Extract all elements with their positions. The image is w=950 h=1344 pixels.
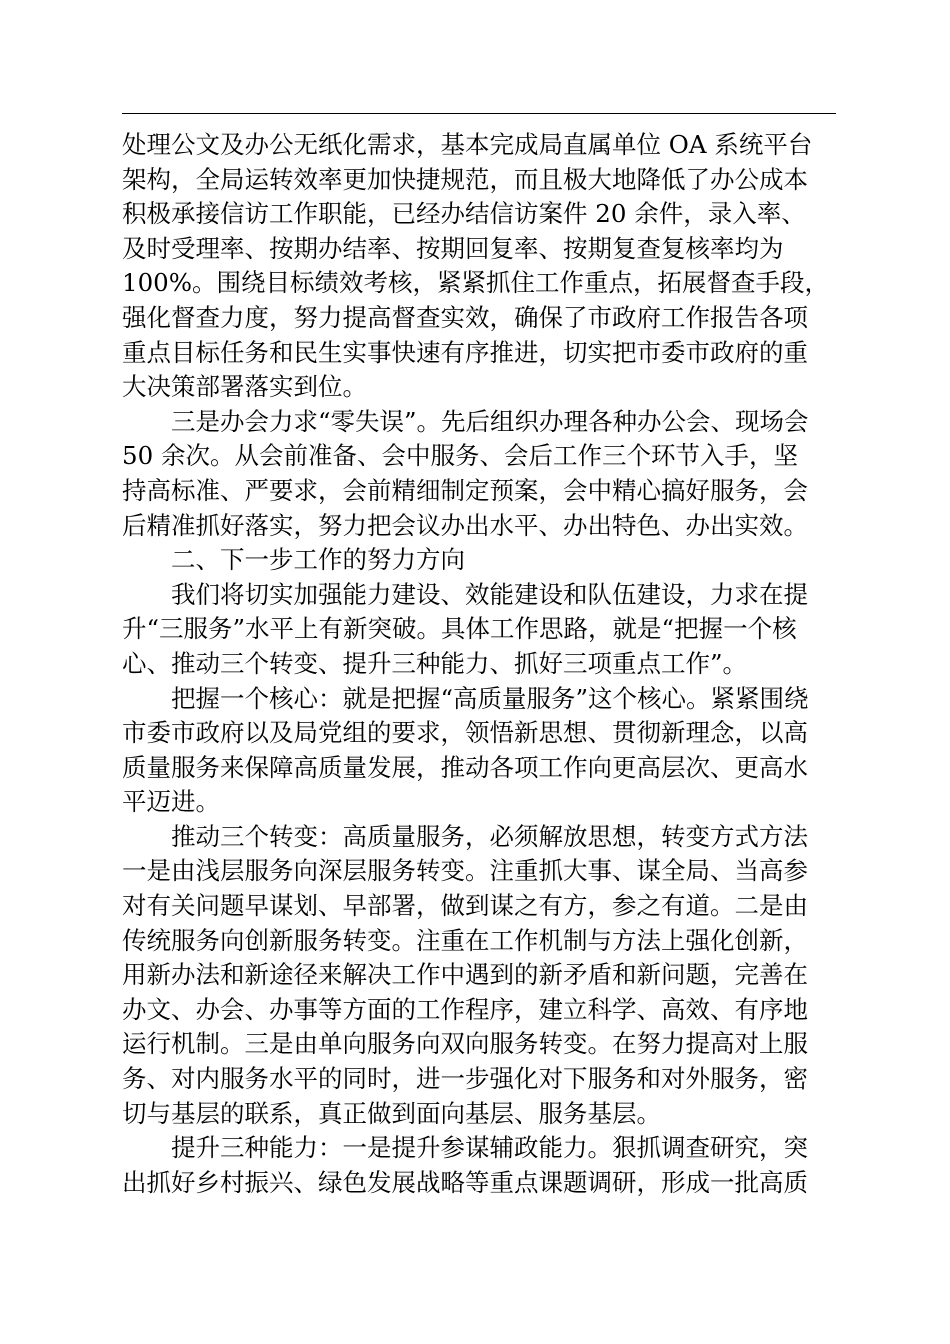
text-line: 务、对内服务水平的同时，进一步强化对下服务和对外服务，密 xyxy=(122,1064,808,1094)
text-line: 用新办法和新途径来解决工作中遇到的新矛盾和新问题，完善在 xyxy=(122,960,808,990)
text-line: 处理公文及办公无纸化需求，基本完成局直属单位 OA 系统平台 xyxy=(122,130,813,159)
text-line: 强化督查力度，努力提高督查实效，确保了市政府工作报告各项 xyxy=(122,302,808,332)
text-line: 持高标准、严要求，会前精细制定预案，会中精心搞好服务，会 xyxy=(122,475,808,505)
text-line: 推动三个转变：高质量服务，必须解放思想，转变方式方法 xyxy=(171,821,808,851)
text-line: 平迈进。 xyxy=(122,787,220,817)
text-line: 三是办会力求“零失误”。先后组织办理各种办公会、现场会 xyxy=(171,406,809,436)
text-line: 市委市政府以及局党组的要求，领悟新思想、贯彻新理念，以高 xyxy=(122,718,808,748)
text-line: 心、推动三个转变、提升三种能力、抓好三项重点工作”。 xyxy=(122,648,748,678)
text-line: 重点目标任务和民生实事快速有序推进，切实把市委市政府的重 xyxy=(122,337,808,367)
text-line: 后精准抓好落实，努力把会议办出水平、办出特色、办出实效。 xyxy=(122,510,808,540)
text-line: 我们将切实加强能力建设、效能建设和队伍建设，力求在提 xyxy=(171,579,808,609)
text-line: 出抓好乡村振兴、绿色发展战略等重点课题调研，形成一批高质 xyxy=(122,1167,808,1197)
text-line: 架构，全局运转效率更加快捷规范，而且极大地降低了办公成本 xyxy=(122,164,808,194)
text-line: 升“三服务”水平上有新突破。具体工作思路，就是“把握一个核 xyxy=(122,614,797,644)
text-line: 及时受理率、按期办结率、按期回复率、按期复查复核率均为 xyxy=(122,233,784,263)
text-line: 运行机制。三是由单向服务向双向服务转变。在努力提高对上服 xyxy=(122,1029,808,1059)
text-line: 50 余次。从会前准备、会中服务、会后工作三个环节入手，坚 xyxy=(122,441,798,471)
text-line: 一是由浅层服务向深层服务转变。注重抓大事、谋全局、当高参 xyxy=(122,856,808,886)
text-line: 对有关问题早谋划、早部署，做到谋之有方，参之有道。二是由 xyxy=(122,891,808,921)
text-line: 办文、办会、办事等方面的工作程序，建立科学、高效、有序地 xyxy=(122,994,808,1024)
text-line: 100%。围绕目标绩效考核，紧紧抓住工作重点，拓展督查手段， xyxy=(122,268,830,298)
text-line: 把握一个核心：就是把握“高质量服务”这个核心。紧紧围绕 xyxy=(171,683,809,713)
text-line: 提升三种能力：一是提升参谋辅政能力。狠抓调查研究，突 xyxy=(171,1133,808,1163)
text-line: 大决策部署落实到位。 xyxy=(122,372,367,402)
text-line: 积极承接信访工作职能，已经办结信访案件 20 余件，录入率、 xyxy=(122,199,806,229)
text-line: 质量服务来保障高质量发展，推动各项工作向更高层次、更高水 xyxy=(122,752,808,782)
text-line: 切与基层的联系，真正做到面向基层、服务基层。 xyxy=(122,1098,661,1128)
header-rule xyxy=(122,113,836,114)
text-line: 传统服务向创新服务转变。注重在工作机制与方法上强化创新， xyxy=(122,925,808,955)
text-line: 二、下一步工作的努力方向 xyxy=(171,545,465,575)
document-body xyxy=(122,128,842,1200)
